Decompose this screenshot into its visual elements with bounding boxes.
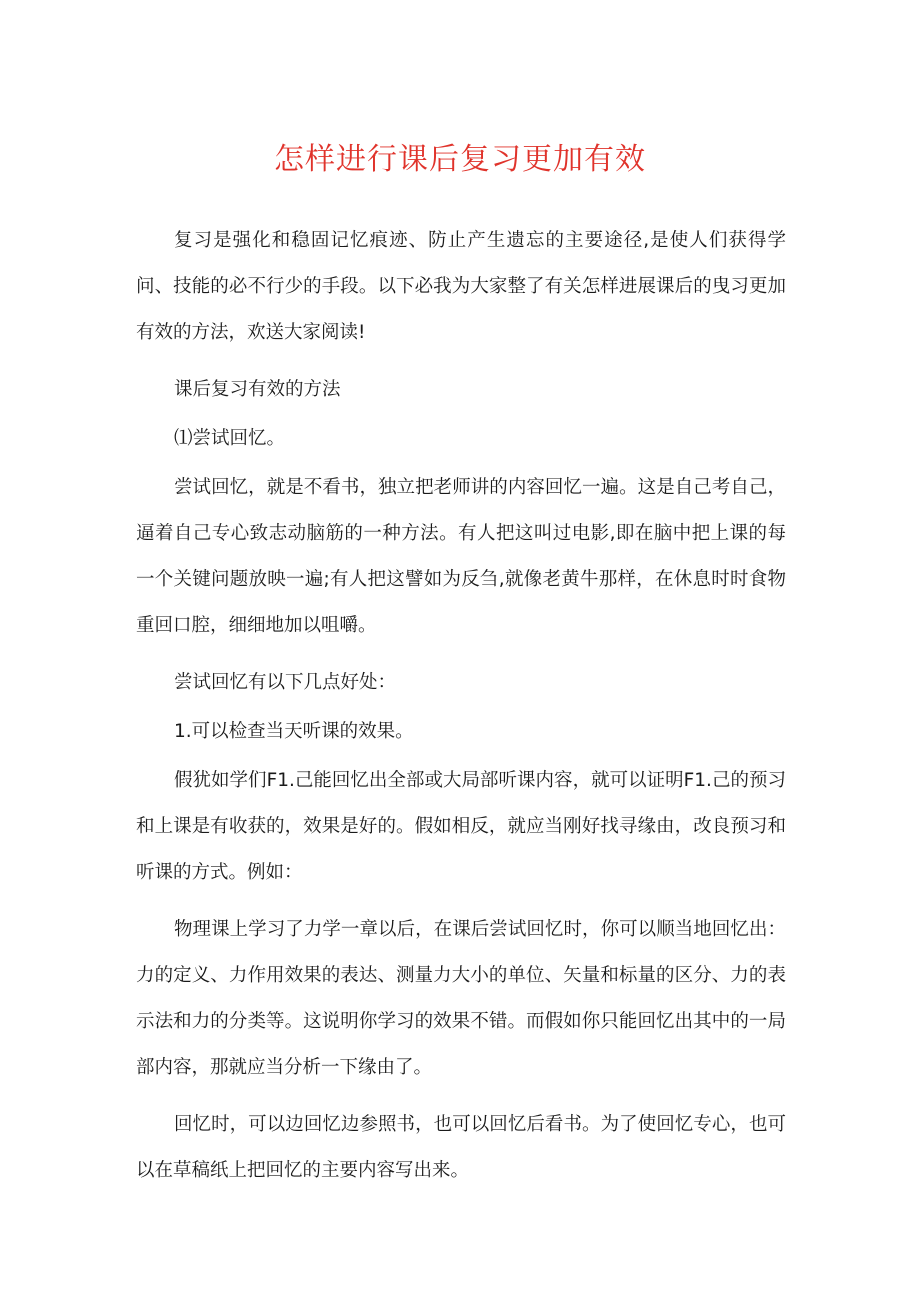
paragraph-benefits-heading: 尝试回忆有以下几点好处： bbox=[174, 672, 397, 693]
paragraph-benefit-explanation: 假犹如学们F1.己能回忆出全部或大局部听课内容，就可以证明F1.己的预习和上课是有收获的，效果是好的。假如相反，就应当刚好找寻缘由，改良预习和听课的方式。例如： bbox=[136, 770, 786, 883]
paragraph-intro: 复习是强化和稳固记忆痕迹、防止产生遗忘的主要途径,是使人们获得学问、技能的必不行少的手段。以下必我为大家整了有关怎样进展课后的曳习更加有效的方法，欢送大家阅读! bbox=[136, 230, 786, 343]
paragraph-recall-tips: 回忆时，可以边回忆边参照书，也可以回忆后看书。为了使回忆专心，也可以在草稿纸上把回忆的主要内容写出来。 bbox=[136, 1114, 786, 1181]
paragraph-physics-example: 物理课上学习了力学一章以后，在课后尝试回忆时，你可以顺当地回忆出：力的定义、力作用效果的表达、测量力大小的单位、矢量和标量的区分、力的表示法和力的分类等。这说明你学习的效果不错。而假如你只能回忆出其中的一局部内容，那就应当分析一下缘由了。 bbox=[136, 919, 786, 1078]
subsection-heading: ⑴尝试回忆。 bbox=[174, 428, 286, 449]
document-title: 怎样进行课后复习更加有效 bbox=[274, 142, 646, 177]
paragraph-recall-description: 尝试回忆，就是不看书，独立把老师讲的内容回忆一遍。这是自己考自己，逼着自己专心致志动脑筋的一种方法。有人把这叫过电影,即在脑中把上课的每一个关键问题放映一遍;有人把这譬如为反刍,就像老黄牛那样，在休息时时食物重回口腔，细细地加以咀嚼。 bbox=[136, 477, 786, 636]
list-item-benefit-1: 1.可以检查当天听课的效果。 bbox=[174, 721, 414, 742]
document-body bbox=[136, 218, 786, 1205]
section-heading: 课后复习有效的方法 bbox=[174, 379, 341, 400]
